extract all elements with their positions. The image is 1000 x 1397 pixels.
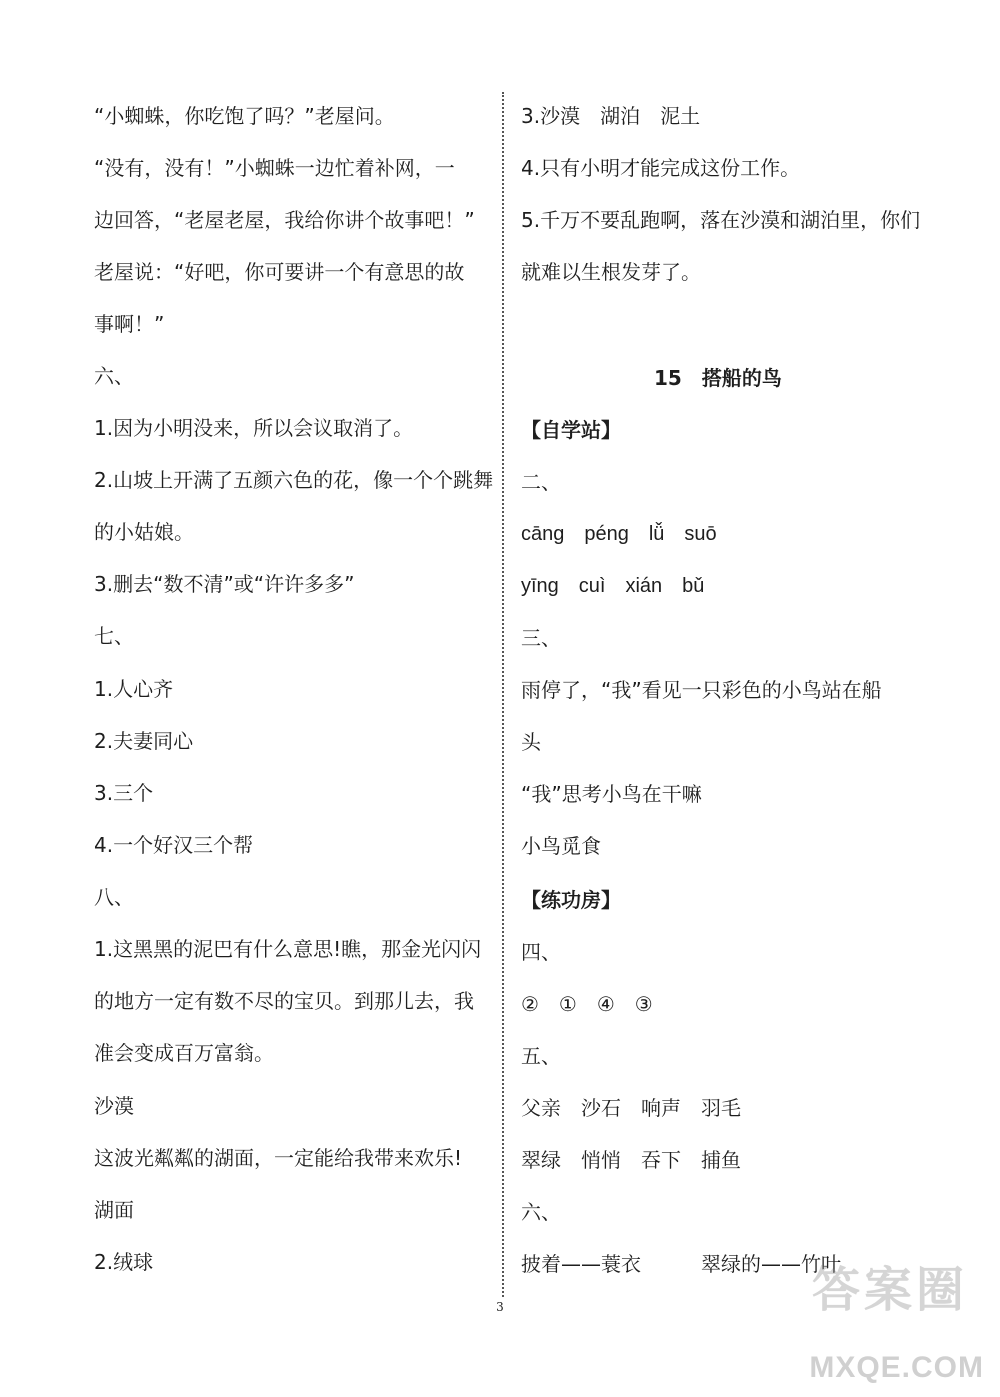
text-line: 4.只有小明才能完成这份工作。	[521, 156, 801, 180]
section-heading: 三、	[521, 626, 561, 650]
section-heading: 六、	[94, 364, 134, 388]
text-line: 小鸟觅食	[521, 834, 601, 858]
text-line: 湖面	[94, 1198, 134, 1222]
text-line: 就难以生根发芽了。	[521, 260, 701, 284]
text-line: 3.三个	[94, 781, 154, 805]
text-line: 4.一个好汉三个帮	[94, 833, 254, 857]
text-line: 雨停了，“我”看见一只彩色的小鸟站在船	[521, 678, 882, 702]
section-label-zixuezhan: 【自学站】	[521, 418, 621, 442]
text-line: 3.删去“数不清”或“许许多多”	[94, 572, 355, 596]
text-line: 这波光粼粼的湖面，一定能给我带来欢乐!	[94, 1146, 463, 1170]
text-line: 1.因为小明没来，所以会议取消了。	[94, 416, 414, 440]
watermark-logo-text: 答案圈	[811, 1262, 968, 1318]
text-line: 边回答，“老屋老屋，我给你讲个故事吧！”	[94, 208, 475, 232]
lesson-title: 15 搭船的鸟	[654, 366, 782, 390]
text-line: 老屋说：“好吧，你可要讲一个有意思的故	[94, 260, 465, 284]
text-line: 5.千万不要乱跑啊，落在沙漠和湖泊里，你们	[521, 208, 921, 232]
section-heading: 五、	[521, 1044, 561, 1068]
text-line: 2.绒球	[94, 1250, 154, 1274]
text-line: 沙漠	[94, 1094, 134, 1118]
text-line: 准会变成百万富翁。	[94, 1041, 274, 1065]
text-line: 2.夫妻同心	[94, 729, 194, 753]
text-line: 1.人心齐	[94, 677, 174, 701]
text-line: 的地方一定有数不尽的宝贝。到那儿去，我	[94, 989, 474, 1013]
text-line: “我”思考小鸟在干嘛	[521, 782, 702, 806]
order-answer: ② ① ④ ③	[521, 992, 653, 1016]
section-heading: 六、	[521, 1200, 561, 1224]
text-line: 3.沙漠 湖泊 泥土	[521, 104, 701, 128]
column-divider	[502, 92, 504, 1297]
page-number: 3	[496, 1300, 504, 1314]
text-line: 的小姑娘。	[94, 520, 194, 544]
section-label-liangongfang: 【练功房】	[521, 888, 621, 912]
text-line: 父亲 沙石 响声 羽毛	[521, 1096, 741, 1120]
text-line: 翠绿 悄悄 吞下 捕鱼	[521, 1148, 741, 1172]
pinyin-line: yīng cuì xián bǔ	[521, 575, 705, 597]
text-line: 披着——蓑衣 翠绿的——竹叶	[521, 1252, 841, 1276]
section-heading: 七、	[94, 624, 134, 648]
text-line: “小蜘蛛，你吃饱了吗？”老屋问。	[94, 104, 395, 128]
site-watermark	[798, 1239, 988, 1389]
text-line: “没有，没有！”小蜘蛛一边忙着补网，一	[94, 156, 455, 180]
section-heading: 四、	[521, 940, 561, 964]
section-heading: 八、	[94, 885, 134, 909]
text-line: 事啊！”	[94, 312, 165, 336]
section-heading: 二、	[521, 470, 561, 494]
pinyin-line: cāng péng lǚ suō	[521, 523, 717, 545]
watermark-url: MXQE.COM	[809, 1351, 984, 1384]
text-line: 1.这黑黑的泥巴有什么意思!瞧，那金光闪闪	[94, 937, 482, 961]
text-line: 头	[521, 730, 541, 754]
text-line: 2.山坡上开满了五颜六色的花，像一个个跳舞	[94, 468, 494, 492]
